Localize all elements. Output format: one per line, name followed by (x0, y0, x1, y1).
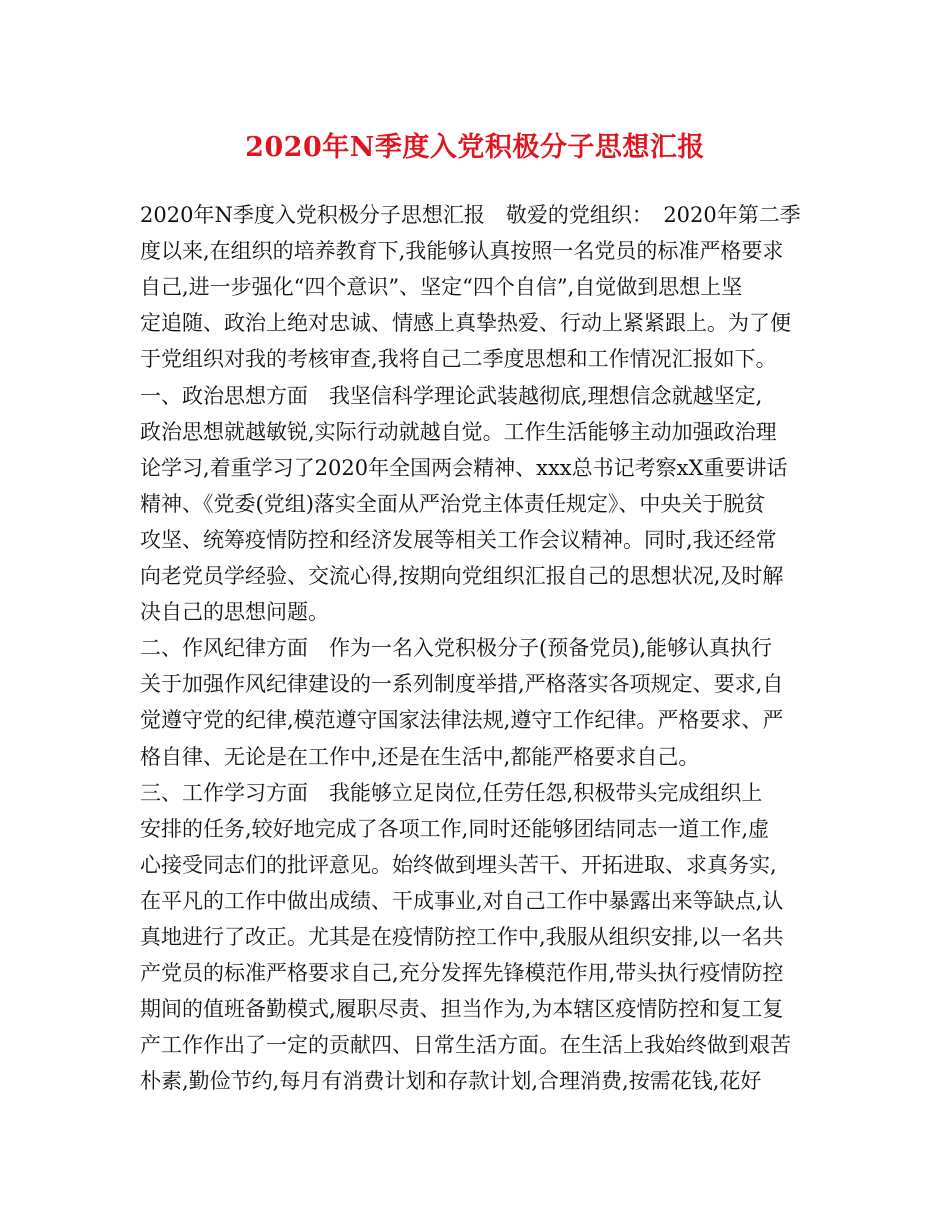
body-text-line: 论学习,着重学习了2020年全国两会精神、xxx总书记考察xX重要讲话 (140, 455, 788, 480)
body-text-line: 自己,进一步强化“四个意识”、坚定“四个自信”,自觉做到思想上坚 (140, 275, 743, 300)
body-text-line: 期间的值班备勤模式,履职尽责、担当作为,为本辖区疫情防控和复工复 (140, 997, 784, 1022)
body-text-line: 关于加强作风纪律建设的一系列制度举措,严格落实各项规定、要求,自 (140, 672, 784, 697)
body-text-line: 于党组织对我的考核审查,我将自己二季度思想和工作情况汇报如下。 (140, 347, 777, 372)
body-text-line: 觉遵守党的纪律,模范遵守国家法律法规,遵守工作纪律。严格要求、严 (140, 708, 784, 733)
body-text-line: 一、政治思想方面 我坚信科学理论武装越彻底,理想信念就越坚定, (140, 383, 763, 408)
body-text-line: 真地进行了改正。尤其是在疫情防控工作中,我服从组织安排,以一名共 (140, 925, 784, 949)
body-text-line: 心接受同志们的批评意见。始终做到埋头苦干、开拓进取、求真务实, (140, 852, 777, 877)
body-text-line: 在平凡的工作中做出成绩、干成事业,对自己工作中暴露出来等缺点,认 (140, 888, 784, 913)
body-text-line: 攻坚、统筹疫情防控和经济发展等相关工作会议精神。同时,我还经常 (140, 527, 777, 552)
body-text-line: 格自律、无论是在工作中,还是在生活中,都能严格要求自己。 (140, 744, 700, 769)
document-title: 2020年N季度入党积极分子思想汇报 (245, 132, 705, 163)
body-text-line: 产工作作出了一定的贡献四、日常生活方面。在生活上我始终做到艰苦 (140, 1033, 791, 1058)
body-text-line: 定追随、政治上绝对忠诚、情感上真挚热爱、行动上紧紧跟上。为了便 (140, 311, 791, 336)
body-text-line: 政治思想就越敏锐,实际行动就越自觉。工作生活能够主动加强政治理 (140, 419, 777, 444)
body-text-line: 2020年N季度入党积极分子思想汇报 敬爱的党组织： 2020年第二季 (140, 203, 801, 227)
body-text-line: 精神、《党委(党组)落实全面从严治党主体责任规定》、中央关于脱贫 (140, 491, 766, 516)
body-text-line: 向老党员学经验、交流心得,按期向党组织汇报自己的思想状况,及时解 (140, 564, 784, 588)
body-text-line: 二、作风纪律方面 作为一名入党积极分子(预备党员),能够认真执行 (140, 636, 773, 661)
body-text-line: 决自己的思想问题。 (140, 600, 329, 625)
body-text-line: 三、工作学习方面 我能够立足岗位,任劳任怨,积极带头完成组织上 (140, 780, 763, 805)
body-text-line: 朴素,勤俭节约,每月有消费计划和存款计划,合理消费,按需花钱,花好 (140, 1069, 762, 1094)
body-text-line: 产党员的标准严格要求自己,充分发挥先锋模范作用,带头执行疫情防控 (140, 961, 784, 986)
body-text-line: 度以来,在组织的培养教育下,我能够认真按照一名党员的标准严格要求 (140, 239, 784, 264)
body-text-line: 安排的任务,较好地完成了各项工作,同时还能够团结同志一道工作,虚 (140, 816, 770, 841)
